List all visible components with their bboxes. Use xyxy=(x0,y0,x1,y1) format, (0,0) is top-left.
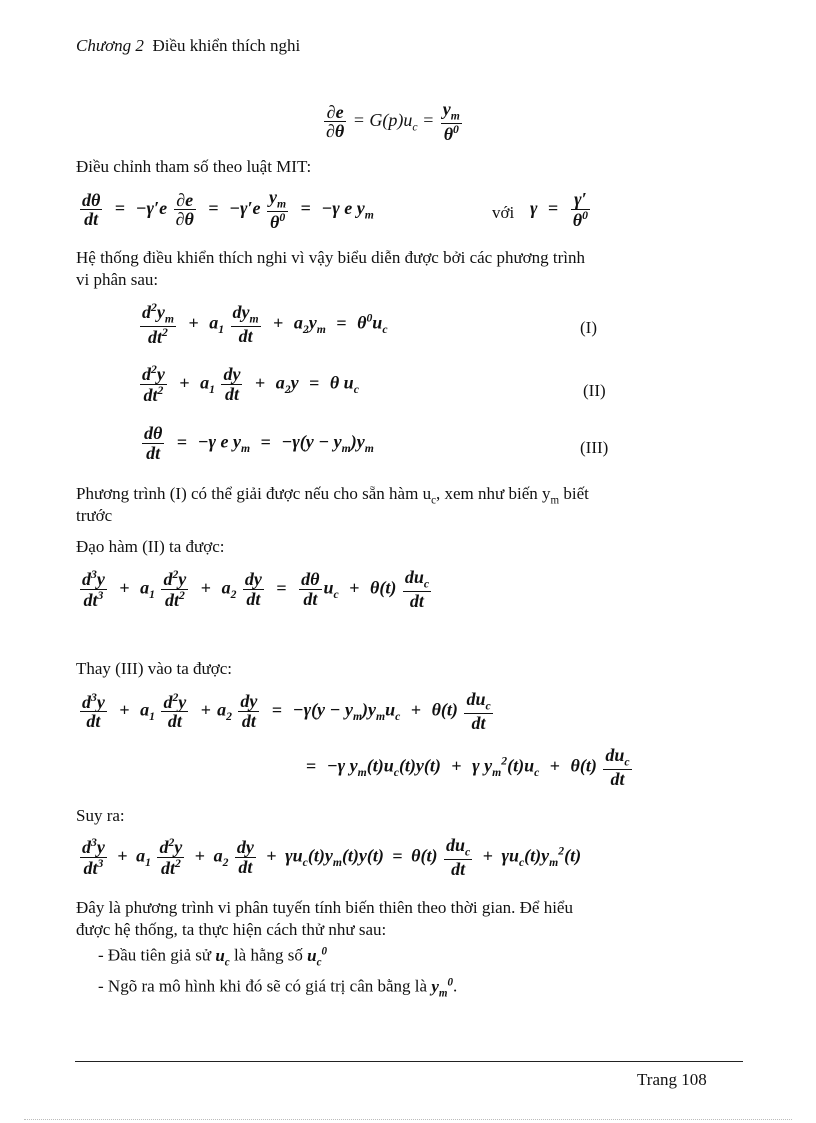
paragraph-solve xyxy=(76,484,589,506)
paragraph-substitute: Thay (III) vào ta được: xyxy=(76,659,233,678)
label-III: (III) xyxy=(580,438,609,457)
solve-text-b: , xem như biến y xyxy=(435,484,551,503)
chapter-title: Điều khiển thích nghi xyxy=(152,36,301,55)
paragraph-system: Hệ thống điều khiển thích nghi vì vậy biểu diễn được bởi các phương trình xyxy=(76,248,586,267)
equation-III: $\frac{d\theta}{dt}$ = −γ e $y_m = -\gamma(y - y_m)y_m$ xyxy=(144,423,374,463)
paragraph-linear-2: được hệ thống, ta thực hiện cách thử như sau: xyxy=(76,920,387,939)
equation-II: $\frac{d^2y}{dt^2}$ + $a_1$ $\frac{dy}{dt}$ + $a_2y = \theta$ $u_c$ xyxy=(142,363,359,405)
paragraph-conclude: Suy ra: xyxy=(76,806,125,825)
page-bottom-border xyxy=(24,1119,792,1120)
equation-de-dtheta: $\frac{\partial e}{\partial\theta}$ = $G(p)u_c$ = $\frac{y_m}{\theta^0}$ xyxy=(326,99,460,144)
with-word: với xyxy=(492,203,515,222)
equation-derivative: $\frac{d^3y}{dt^3}$ + $a_1$ $\frac{d^2y}{dt^2}$ + $a_2$ $\frac{dy}{dt}$ = $\frac{d\theta}{dt}$ $u_c + \theta(t)$ $\frac{du_c}{dt}$ xyxy=(82,567,430,611)
bullet-1: - Đầu tiên giả sử $u_c$ là hằng số $u_c^0$ xyxy=(98,945,328,969)
sub-c: c xyxy=(431,494,436,507)
solve-text-a: Phương trình (I) có thể giải được nếu cho sẵn hàm u xyxy=(76,484,432,503)
bullet-1-text: - Đầu tiên giả sử xyxy=(98,945,212,965)
sub-m: m xyxy=(550,494,560,507)
page-header xyxy=(76,36,300,56)
paragraph-system-2: vi phân sau: xyxy=(76,270,159,289)
bullet-2: - Ngõ ra mô hình khi đó sẽ có giá trị cân bằng là $y_m^0$. xyxy=(98,976,458,1000)
equation-final: $\frac{d^3y}{dt^3}$ + $a_1$ $\frac{d^2y}{dt^2}$ + $a_2$ $\frac{dy}{dt}$ + $\gamma u_c(t)y_m(t)y(t) = \theta(t)$ $\frac{du_c}{dt}$ + $\gamma u_c(t)y_m^2(t)$ xyxy=(82,835,582,879)
footer-rule xyxy=(75,1061,743,1062)
equation-substituted-1: $\frac{d^3y}{dt}$ + $a_1$ $\frac{d^2y}{dt}$ + $a_2$ $\frac{dy}{dt}$ = $-\gamma(y - y_m)y_mu_c + \theta(t)$ $\frac{du_c}{dt}$ xyxy=(82,689,491,733)
equation-mit-rule: $\frac{d\theta}{dt}$ = −γ′e $\frac{\partial e}{\partial\theta}$ = −γ′e $\frac{y_m}{\theta^0}$ = −γ e $y_m$ xyxy=(82,187,374,232)
paragraph-linear: Đây là phương trình vi phân tuyến tính biến thiên theo thời gian. Để hiểu xyxy=(76,898,573,917)
label-I: (I) xyxy=(580,318,597,337)
label-II: (II) xyxy=(583,381,606,400)
equation-gamma: γ = $\frac{\gamma'}{\theta^0}$ xyxy=(530,189,588,230)
solve-text-c: biết xyxy=(563,484,589,503)
bullet-2-text: - Ngõ ra mô hình khi đó sẽ có giá trị cân bằng là xyxy=(98,976,428,996)
equation-substituted-2: = −γ $y_m(t)u_c(t)y(t) + \gamma$ $y_m^2(t)u_c + \theta(t)$ $\frac{du_c}{dt}$ xyxy=(306,745,630,789)
paragraph-solve-2: trước xyxy=(76,506,113,525)
paragraph-derivative: Đạo hàm (II) ta được: xyxy=(76,537,225,556)
page-number: Trang 108 xyxy=(637,1070,707,1089)
equation-I: $\frac{d^2y_m}{dt^2}$ + $a_1$ $\frac{dy_m}{dt}$ + $a_2y_m = \theta^0u_c$ xyxy=(142,301,388,347)
bullet-1-text-b: là hằng số xyxy=(233,945,303,965)
chapter-label: Chương 2 xyxy=(76,36,144,55)
paragraph-mit: Điều chỉnh tham số theo luật MIT: xyxy=(76,157,312,176)
